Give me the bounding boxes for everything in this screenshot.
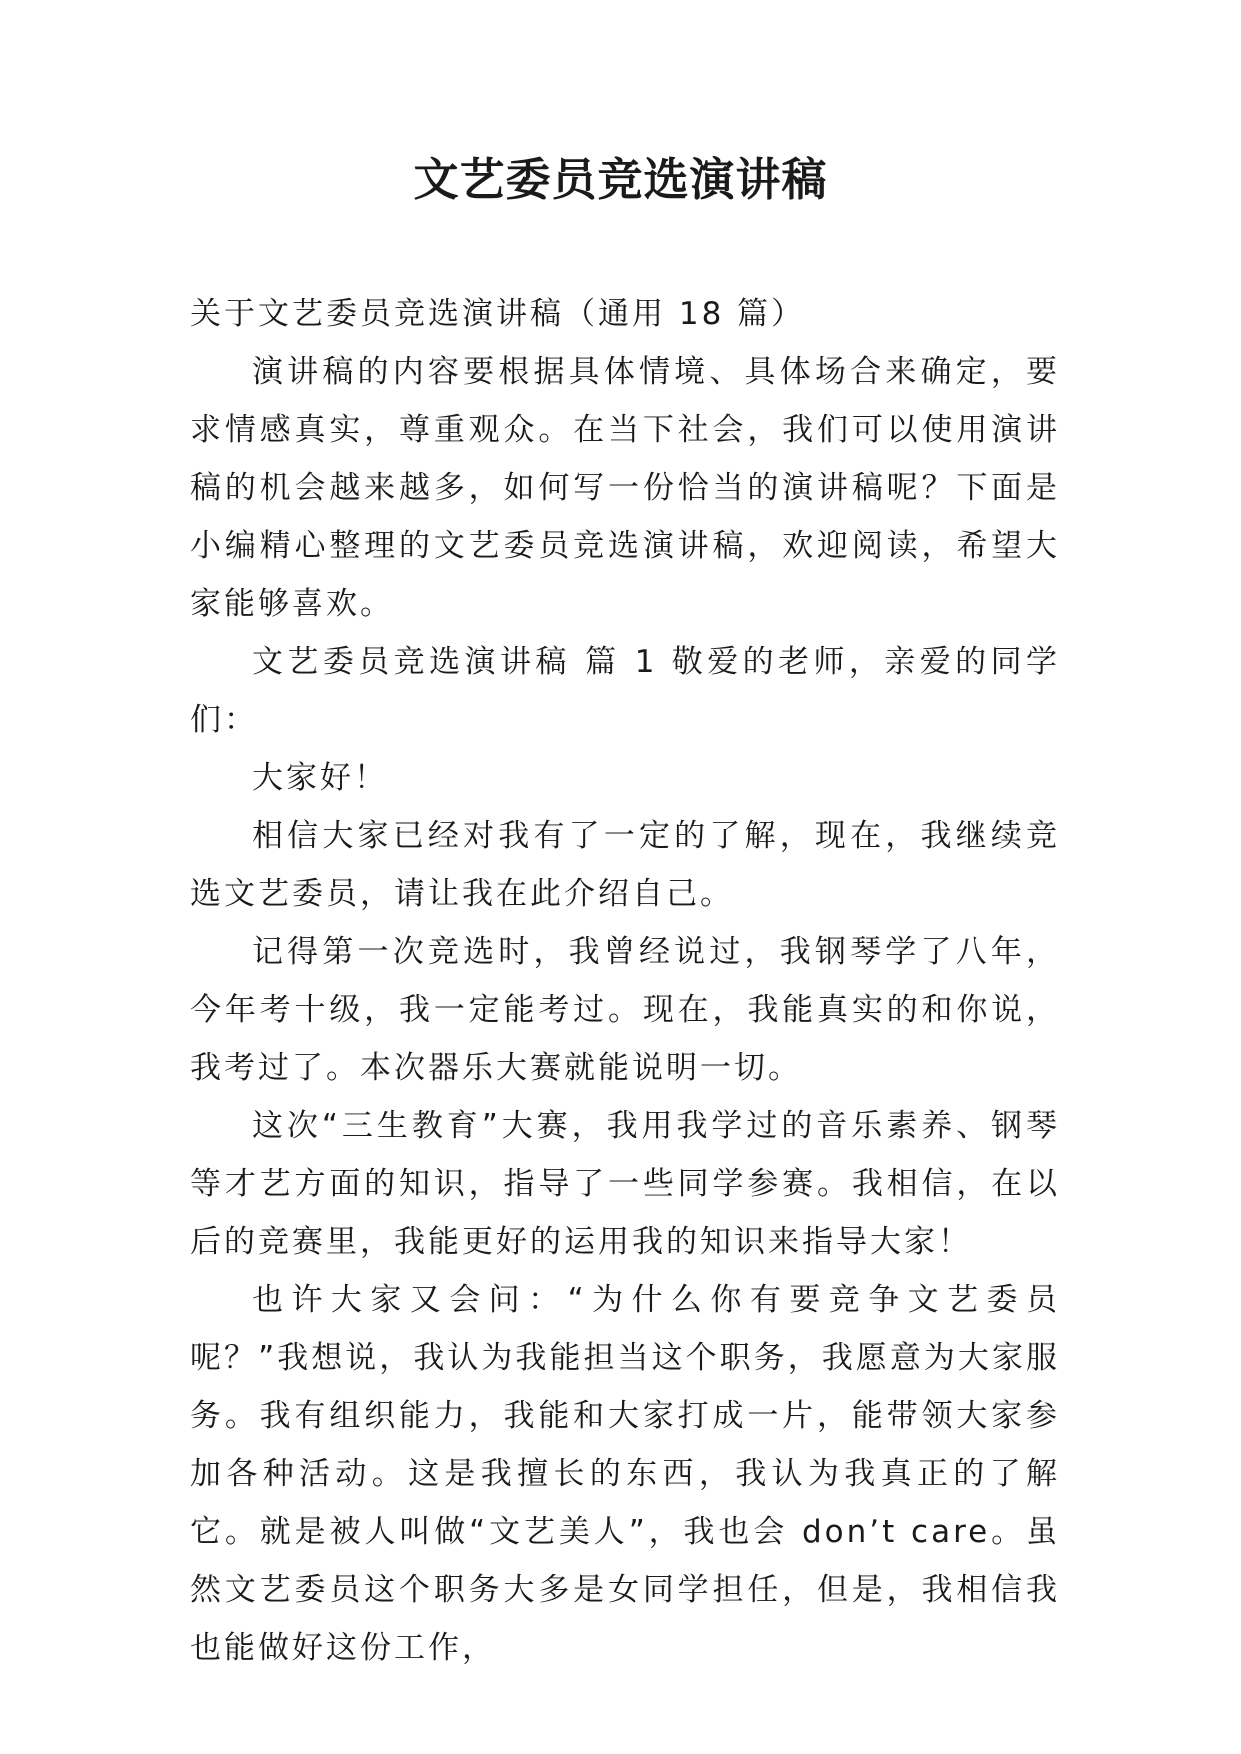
document-body: [190, 285, 1060, 1677]
paragraph-speech-heading: 文艺委员竞选演讲稿 篇 1 敬爱的老师，亲爱的同学们：: [190, 644, 1060, 738]
paragraph-greeting: 大家好！: [252, 760, 388, 796]
document-title: 文艺委员竞选演讲稿: [413, 153, 828, 206]
paragraph-contest: 这次“三生教育”大赛，我用我学过的音乐素养、钢琴等才艺方面的知识，指导了一些同学参赛。我相信，在以后的竞赛里，我能更好的运用我的知识来指导大家！: [190, 1108, 1060, 1260]
paragraph-reason: 也许大家又会问：“为什么你有要竞争文艺委员呢？”我想说，我认为我能担当这个职务，我愿意为大家服务。我有组织能力，我能和大家打成一片，能带领大家参加各种活动。这是我擅长的东西，我认为我真正的了解它。就是被人叫做“文艺美人”，我也会 don’t care。虽然文艺委员这个职务大多是女同学担任，但是，我相信我也能做好这份工作，: [190, 1282, 1060, 1666]
document-subtitle: 关于文艺委员竞选演讲稿（通用 18 篇）: [190, 296, 806, 332]
paragraph-self-intro: 相信大家已经对我有了一定的了解，现在，我继续竞选文艺委员，请让我在此介绍自己。: [190, 818, 1060, 912]
paragraph-intro: 演讲稿的内容要根据具体情境、具体场合来确定，要求情感真实，尊重观众。在当下社会，我们可以使用演讲稿的机会越来越多，如何写一份恰当的演讲稿呢？下面是小编精心整理的文艺委员竞选演讲稿，欢迎阅读，希望大家能够喜欢。: [190, 354, 1060, 622]
paragraph-piano: 记得第一次竞选时，我曾经说过，我钢琴学了八年，今年考十级，我一定能考过。现在，我能真实的和你说，我考过了。本次器乐大赛就能说明一切。: [190, 934, 1060, 1086]
